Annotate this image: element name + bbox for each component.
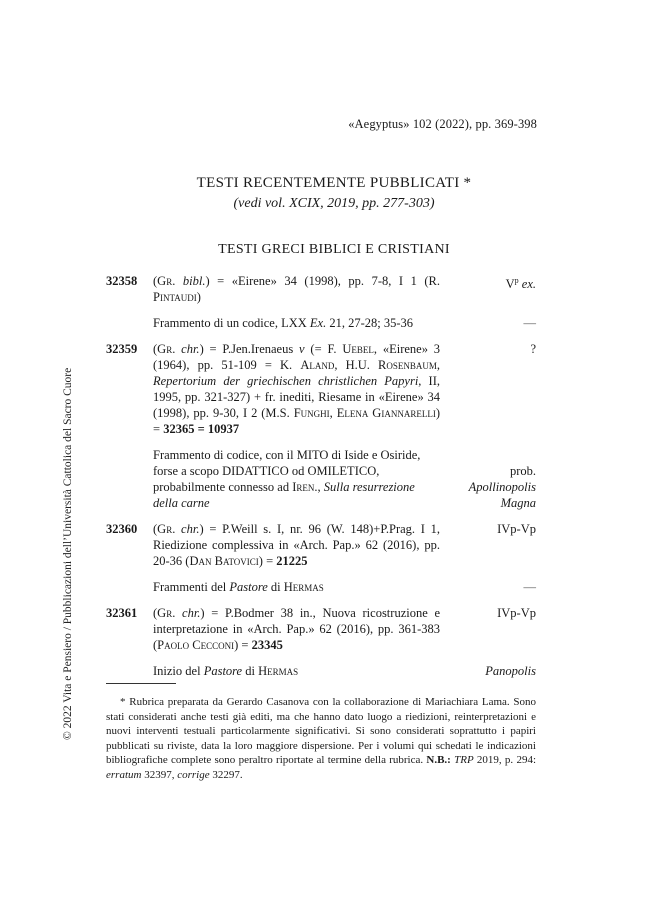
entry-32358 <box>106 273 536 331</box>
entry-description: Frammenti del Pastore di Hermas <box>153 580 324 594</box>
entry-32361 <box>106 605 536 679</box>
page-subtitle: (vedi vol. XCIX, 2019, pp. 277-303) <box>233 196 435 211</box>
entry-description: Frammento di un codice, LXX Ex. 21, 27-28; 35-36 <box>153 316 414 330</box>
entry-provenance: prob. Apollinopolis Magna <box>468 464 536 510</box>
entry-reference: (Gr. chr.) = P.Jen.Irenaeus v (= F. Uebel, «Eirene» 3 (1964), pp. 51-109 = K. Aland, H.U. Rosenbaum, Repertorium der griechischen christlichen Papyri, II, 1995, pp. 321-327) + fr. inediti, Riesame in «Eirene» 34 (1998), pp. 9-30, I 2 (M.S. Funghi, Elena Giannarelli) = 32365 = 10937 <box>153 342 441 436</box>
entry-date: ? <box>530 342 536 356</box>
entry-number: 32359 <box>106 342 138 356</box>
page-title: TESTI RECENTEMENTE PUBBLICATI * <box>196 175 472 191</box>
entry-reference: (Gr. chr.) = P.Bodmer 38 in., Nuova ricostruzione e interpretazione in «Arch. Pap.» 62 (2016), pp. 361-383 (Paolo Cecconi) = 23345 <box>153 606 440 652</box>
entry-description: Frammento di codice, con il MITO di Iside e Osiride, forse a scopo DIDATTICO od OMILETICO, probabilmente connesso ad Iren., Sulla resurrezione della carne <box>153 448 421 510</box>
entry-date: IVp-Vp <box>497 606 536 620</box>
entry-list <box>106 273 536 689</box>
entry-provenance: — <box>523 580 536 594</box>
footnote-divider <box>106 683 176 684</box>
entry-number: 32361 <box>106 606 138 620</box>
copyright-side-text: © 2022 Vita e Pensiero / Pubblicazioni dell’Università Cattolica del Sacro Cuore <box>62 367 74 740</box>
entry-number: 32358 <box>106 274 138 288</box>
entry-reference: (Gr. chr.) = P.Weill s. I, nr. 96 (W. 148)+P.Prag. I 1, Riedizione complessiva in «Arch. Pap.» 62 (2016), pp. 20-36 (Dan Batovici) = 21225 <box>153 522 441 568</box>
entry-provenance: Panopolis <box>485 664 536 678</box>
section-heading: TESTI GRECI BIBLICI E CRISTIANI <box>218 242 450 257</box>
entry-description: Inizio del Pastore di Hermas <box>153 664 299 678</box>
footnote: * Rubrica preparata da Gerardo Casanova con la collaborazione di Mariachiara Lama. Sono stati considerati anche testi già editi, ma che hanno dato luogo a riedizioni, reinterpretazioni e nuovi interventi testuali particolarmente significativi. Si sono considerati soprattutto i papiri pubblicati su riviste, data la loro maggiore dispersione. Per i volumi qui schedati le indicazioni bibliografiche complete sono peraltro riportate al termine della rubrica. N.B.: TRP 2019, p. 294: erratum 32397, corrige 32297. <box>106 696 536 781</box>
entry-reference: (Gr. bibl.) = «Eirene» 34 (1998), pp. 7-8, I 1 (R. Pintaudi) <box>153 274 441 304</box>
entry-32360 <box>106 521 536 595</box>
entry-date: $V^p$ ex. <box>505 276 536 292</box>
entry-provenance: — <box>523 316 536 330</box>
entry-32359 <box>106 341 536 511</box>
running-head: «Aegyptus» 102 (2022), pp. 369-398 <box>348 117 537 131</box>
entry-date: IVp-Vp <box>497 522 536 536</box>
entry-number: 32360 <box>106 522 138 536</box>
